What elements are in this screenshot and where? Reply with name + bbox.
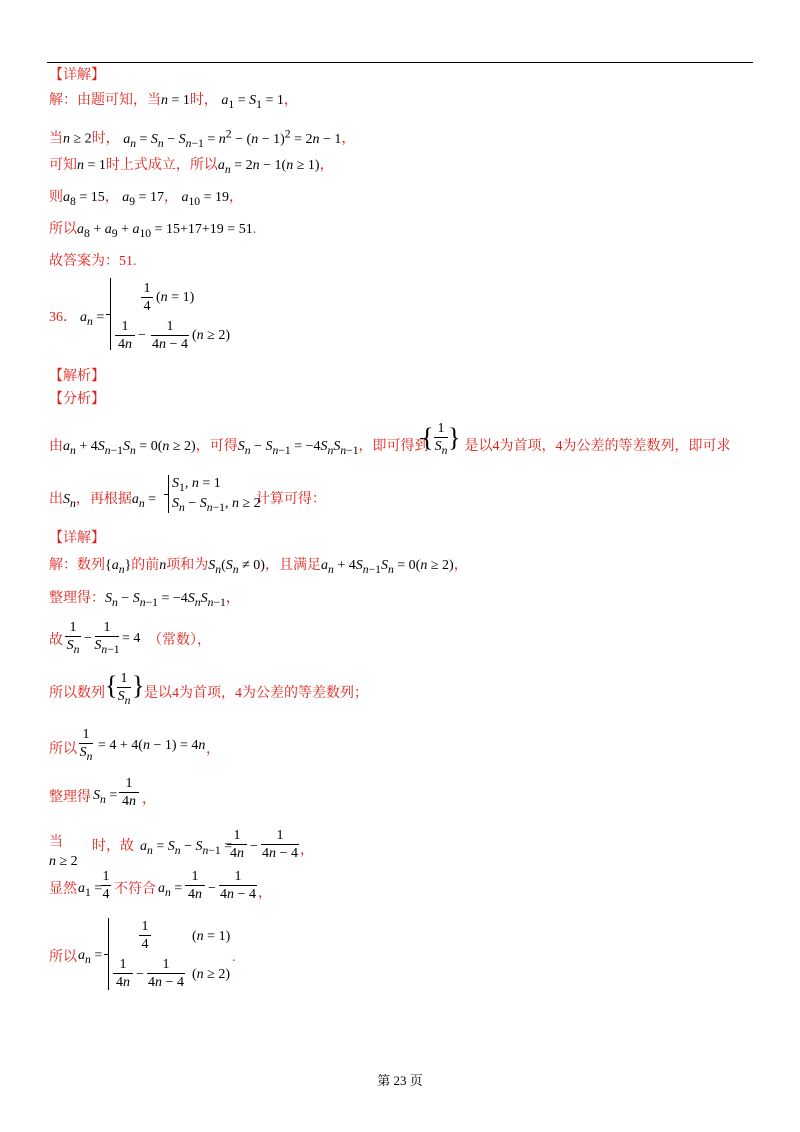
analysis-case-2: $S_n - S_{n-1}$, n ≥ 2 (172, 496, 261, 514)
detail-s3-frac-2: 1 $S_{n-1}$ (94, 620, 120, 656)
section-header-analysis: 【解析】 (49, 369, 105, 384)
detail-line-8-tail: ， (258, 886, 272, 901)
analysis-line-2: 出$S_n$，再根据$a_n$ = 计算可得： (49, 492, 327, 510)
detail-s6-frac: 1 4n (118, 775, 140, 810)
question-number: 36． (49, 310, 77, 325)
detail-s7-cond: n ≥ 2 (49, 854, 78, 869)
detail-s3-minus: − (84, 631, 92, 646)
detail-line-7-tail: ， (300, 843, 314, 858)
detail-s6-lhs: $S_n$ = (93, 788, 118, 806)
solution-line-4: 则$a_8 = 15$， $a_9 = 17$， $a_{10} = 19$， (49, 190, 244, 208)
analysis-set-right-brace: } (448, 423, 461, 452)
detail-s5-expr: = 4 + 4(n − 1) = 4n (98, 738, 206, 753)
detail-s4-right-brace: } (132, 671, 145, 700)
detail-s3-frac-1: 1 $S_n$ (66, 620, 80, 656)
detail-line-9-label: 所以 (49, 950, 77, 965)
q36-minus: − (138, 328, 146, 343)
detail-line-6-label: 整理得 (49, 790, 91, 805)
detail-s3-eq: = 4 (122, 631, 141, 646)
detail-s8-frac-2: 1 4n (184, 868, 206, 903)
section-header-fenxi: 【分析】 (49, 392, 105, 407)
detail-line-8-mid: 不符合 (114, 882, 156, 897)
detail-line-4-label: 所以数列 (49, 686, 105, 701)
detail-s4-frac: 1 $S_n$ (117, 671, 131, 707)
detail-line-3-label: 故 (49, 633, 63, 648)
detail-s9-lhs: $a_n$ = (78, 948, 103, 966)
q36-frac-2: 1 4n (114, 318, 136, 353)
detail-s9-minus: − (136, 967, 144, 982)
analysis-set-frac: 1 $S_n$ (434, 421, 448, 457)
detail-s8-frac-3: 1 4n − 4 (220, 869, 256, 902)
detail-line-5-tail: ， (206, 742, 220, 757)
detail-line-1: 解：数列$\{a_n\}$的前n项和为$S_n(S_n \ne 0)$，且满足$a_n + 4S_{n-1}S_n = 0(n \ge 2)$， (49, 558, 468, 576)
detail-s9-cond-2: (n ≥ 2) (192, 967, 231, 982)
analysis-set-left-brace: { (421, 423, 434, 452)
solution-line-3: 可知n = 1时上式成立，所以$a_n = 2n - 1(n \ge 1)$， (49, 158, 334, 176)
detail-line-7-label: 当 (49, 835, 63, 850)
detail-line-5-label: 所以 (49, 742, 77, 757)
detail-line-3-tail: （常数）， (148, 633, 211, 648)
answer-line: 故答案为：51. (49, 254, 137, 269)
analysis-case-1: $S_1$, n = 1 (172, 476, 221, 494)
detail-s7-lhs: $a_n = S_n - S_{n-1}$ = (140, 839, 233, 857)
detail-s7-frac-1: 1 4n (226, 827, 248, 862)
detail-s4-left-brace: { (105, 671, 118, 700)
section-header-detail: 【详解】 (49, 68, 105, 83)
detail-s9-frac-2: 1 4n (112, 956, 134, 991)
q36-cond-1: (n = 1) (156, 290, 195, 305)
header-rule (47, 62, 753, 63)
detail-s8-minus: − (208, 881, 216, 896)
detail-s9-cond-1: (n = 1) (192, 929, 231, 944)
detail-s5-frac: 1 $S_n$ (79, 727, 93, 763)
detail-line-8-label: 显然 (49, 882, 77, 897)
detail-line-9-tail: . (232, 950, 236, 965)
solution-line-1: 解：由题可知，当n = 1时， $a_1 = S_1 = 1$， (49, 93, 298, 111)
q36-brace (110, 278, 111, 350)
analysis-piecewise-brace (168, 475, 169, 513)
q36-frac-3: 1 4n − 4 (152, 319, 188, 352)
detail-s8-an: $a_n$ = (158, 881, 183, 899)
detail-line-7-mid: 时，故 (92, 839, 134, 854)
detail-line-4-tail: 是以4为首项，4为公差的等差数列； (144, 686, 368, 701)
solution-line-5: 所以$a_8 + a_9 + a_{10} = 15+17+19 = 51$. (49, 222, 257, 240)
analysis-line-1: 由$a_n + 4S_{n-1}S_n = 0(n \ge 2)$，可得$S_n - S_{n-1} = -4S_nS_{n-1}$，即可得到 是以4为首项，4为公差的等差数列，即可求 (49, 439, 731, 457)
q36-cond-2: (n ≥ 2) (192, 328, 231, 343)
detail-line-2: 整理得：$S_n - S_{n-1} = -4S_nS_{n-1}$， (49, 591, 240, 609)
solution-line-2: 当n ≥ 2时， $a_n = S_n - S_{n-1} = n^2 - (n - 1)^2 = 2n - 1$， (49, 127, 356, 150)
detail-s8-lhs: $a_1$ = (78, 881, 103, 899)
detail-s8-frac-1: 1 4 (102, 869, 110, 902)
q36-an-lhs: $a_n$ = (80, 310, 105, 328)
detail-s9-frac-1: 1 4 (138, 918, 152, 953)
detail-s9-frac-3: 1 4n − 4 (148, 957, 184, 990)
section-header-detail-2: 【详解】 (49, 531, 105, 546)
q36-frac-1: 1 4 (140, 280, 154, 315)
page-number: 第 23 页 (377, 1073, 423, 1088)
detail-line-6-tail: ， (142, 792, 156, 807)
detail-s7-frac-2: 1 4n − 4 (262, 828, 298, 861)
detail-s7-minus: − (250, 839, 258, 854)
detail-s9-brace (108, 918, 109, 990)
